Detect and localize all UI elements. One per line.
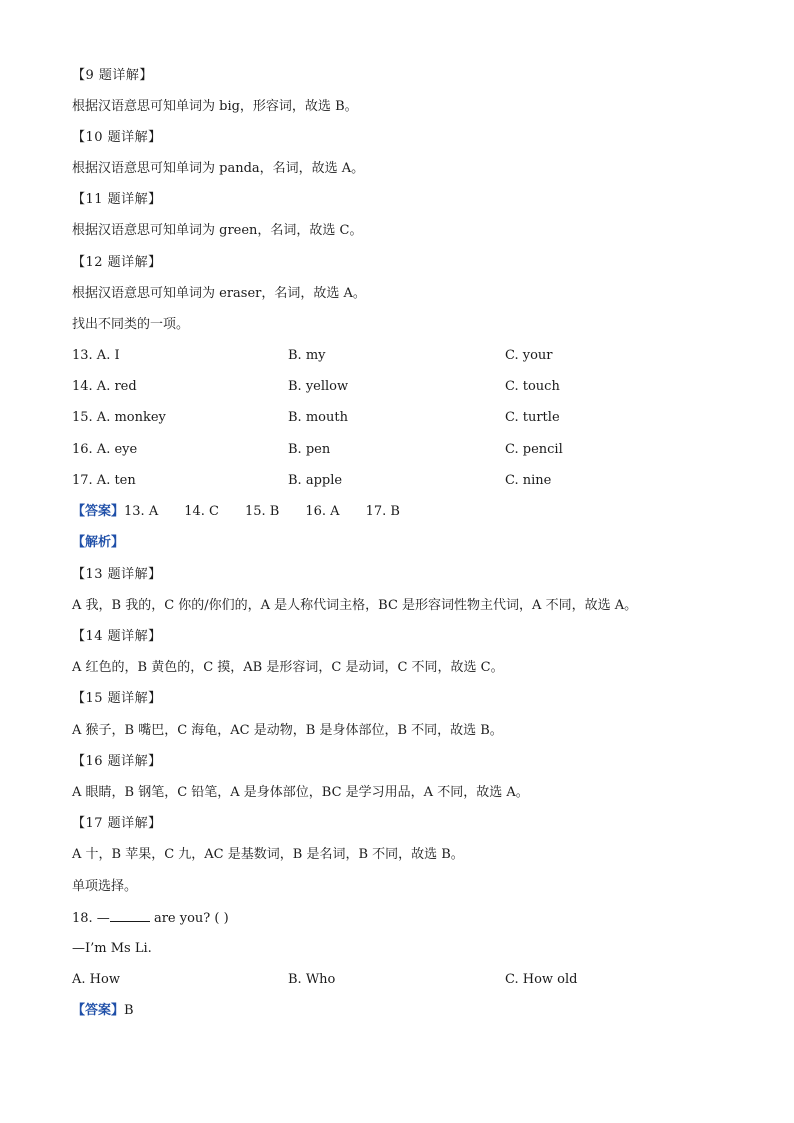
- option-a: 15. A. monkey: [72, 410, 166, 425]
- section-text-10: 根据汉语意思可知单词为 panda，名词，故选 A。: [72, 161, 365, 176]
- question-row-18: [72, 970, 732, 990]
- answer-18: B: [124, 1003, 134, 1018]
- question-18-prefix: 18. —: [72, 911, 110, 926]
- question-row-16: [72, 440, 732, 460]
- option-a: 13. A. I: [72, 348, 120, 363]
- answer-14: 14. C: [184, 504, 219, 519]
- detail-text-13: A 我，B 我的，C 你的/你们的，A 是人称代词主格，BC 是形容词性物主代词，A 不同，故选 A。: [72, 598, 638, 613]
- detail-text-16: A 眼睛，B 钢笔，C 铅笔，A 是身体部位，BC 是学习用品，A 不同，故选 A。: [72, 785, 529, 800]
- answer-tag: 【答案】: [72, 1003, 125, 1018]
- option-b: B. my: [288, 348, 326, 363]
- option-b: B. pen: [288, 442, 331, 457]
- section-heading-10: 【10 题详解】: [72, 130, 162, 145]
- detail-heading-17: 【17 题详解】: [72, 816, 162, 831]
- question-row-15: [72, 408, 732, 428]
- question-row-17: [72, 471, 732, 491]
- option-c: C. turtle: [505, 410, 560, 425]
- option-b: B. yellow: [288, 379, 349, 394]
- detail-heading-13: 【13 题详解】: [72, 567, 162, 582]
- answer-tag: 【答案】: [72, 504, 125, 519]
- question-18-stem: [72, 908, 229, 928]
- detail-text-15: A 猴子，B 嘴巴，C 海龟，AC 是动物，B 是身体部位，B 不同，故选 B。: [72, 723, 503, 738]
- option-b: B. mouth: [288, 410, 348, 425]
- detail-text-17: A 十，B 苹果，C 九，AC 是基数词，B 是名词，B 不同，故选 B。: [72, 847, 464, 862]
- question-row-13: [72, 346, 732, 366]
- option-c: C. pencil: [505, 442, 563, 457]
- section-heading-11: 【11 题详解】: [72, 192, 162, 207]
- section-heading-12: 【12 题详解】: [72, 255, 162, 270]
- detail-heading-14: 【14 题详解】: [72, 629, 162, 644]
- answer-blank: [110, 908, 150, 922]
- option-b: B. Who: [288, 972, 336, 987]
- option-c: C. nine: [505, 473, 552, 488]
- section-text-12: 根据汉语意思可知单词为 eraser，名词，故选 A。: [72, 286, 366, 301]
- option-a: 14. A. red: [72, 379, 137, 394]
- section-text-9: 根据汉语意思可知单词为 big，形容词，故选 B。: [72, 99, 358, 114]
- analysis-line: [72, 533, 124, 553]
- answer-16: 16. A: [305, 504, 340, 519]
- option-a: A. How: [72, 972, 120, 987]
- detail-heading-15: 【15 题详解】: [72, 691, 162, 706]
- detail-heading-16: 【16 题详解】: [72, 754, 162, 769]
- question-row-14: [72, 377, 732, 397]
- part-title-odd-one-out: 找出不同类的一项。: [72, 317, 190, 332]
- answer-line: [72, 502, 426, 522]
- answer-17: 17. B: [365, 504, 400, 519]
- analysis-tag: 【解析】: [72, 535, 125, 550]
- option-a: 17. A. ten: [72, 473, 136, 488]
- section-heading-9: 【9 题详解】: [72, 68, 153, 83]
- option-c: C. your: [505, 348, 553, 363]
- option-a: 16. A. eye: [72, 442, 138, 457]
- part-title-single-choice: 单项选择。: [72, 879, 138, 894]
- answer-13: 13. A: [124, 504, 159, 519]
- detail-text-14: A 红色的，B 黄色的，C 摸，AB 是形容词，C 是动词，C 不同，故选 C。: [72, 660, 504, 675]
- question-18-answer-line: [72, 1001, 134, 1021]
- option-b: B. apple: [288, 473, 343, 488]
- option-c: C. touch: [505, 379, 560, 394]
- answer-15: 15. B: [244, 504, 280, 519]
- question-18-reply: —I’m Ms Li.: [72, 941, 152, 956]
- question-18-suffix: are you? ( ): [149, 911, 229, 926]
- section-text-11: 根据汉语意思可知单词为 green，名词，故选 C。: [72, 223, 363, 238]
- option-c: C. How old: [505, 972, 578, 987]
